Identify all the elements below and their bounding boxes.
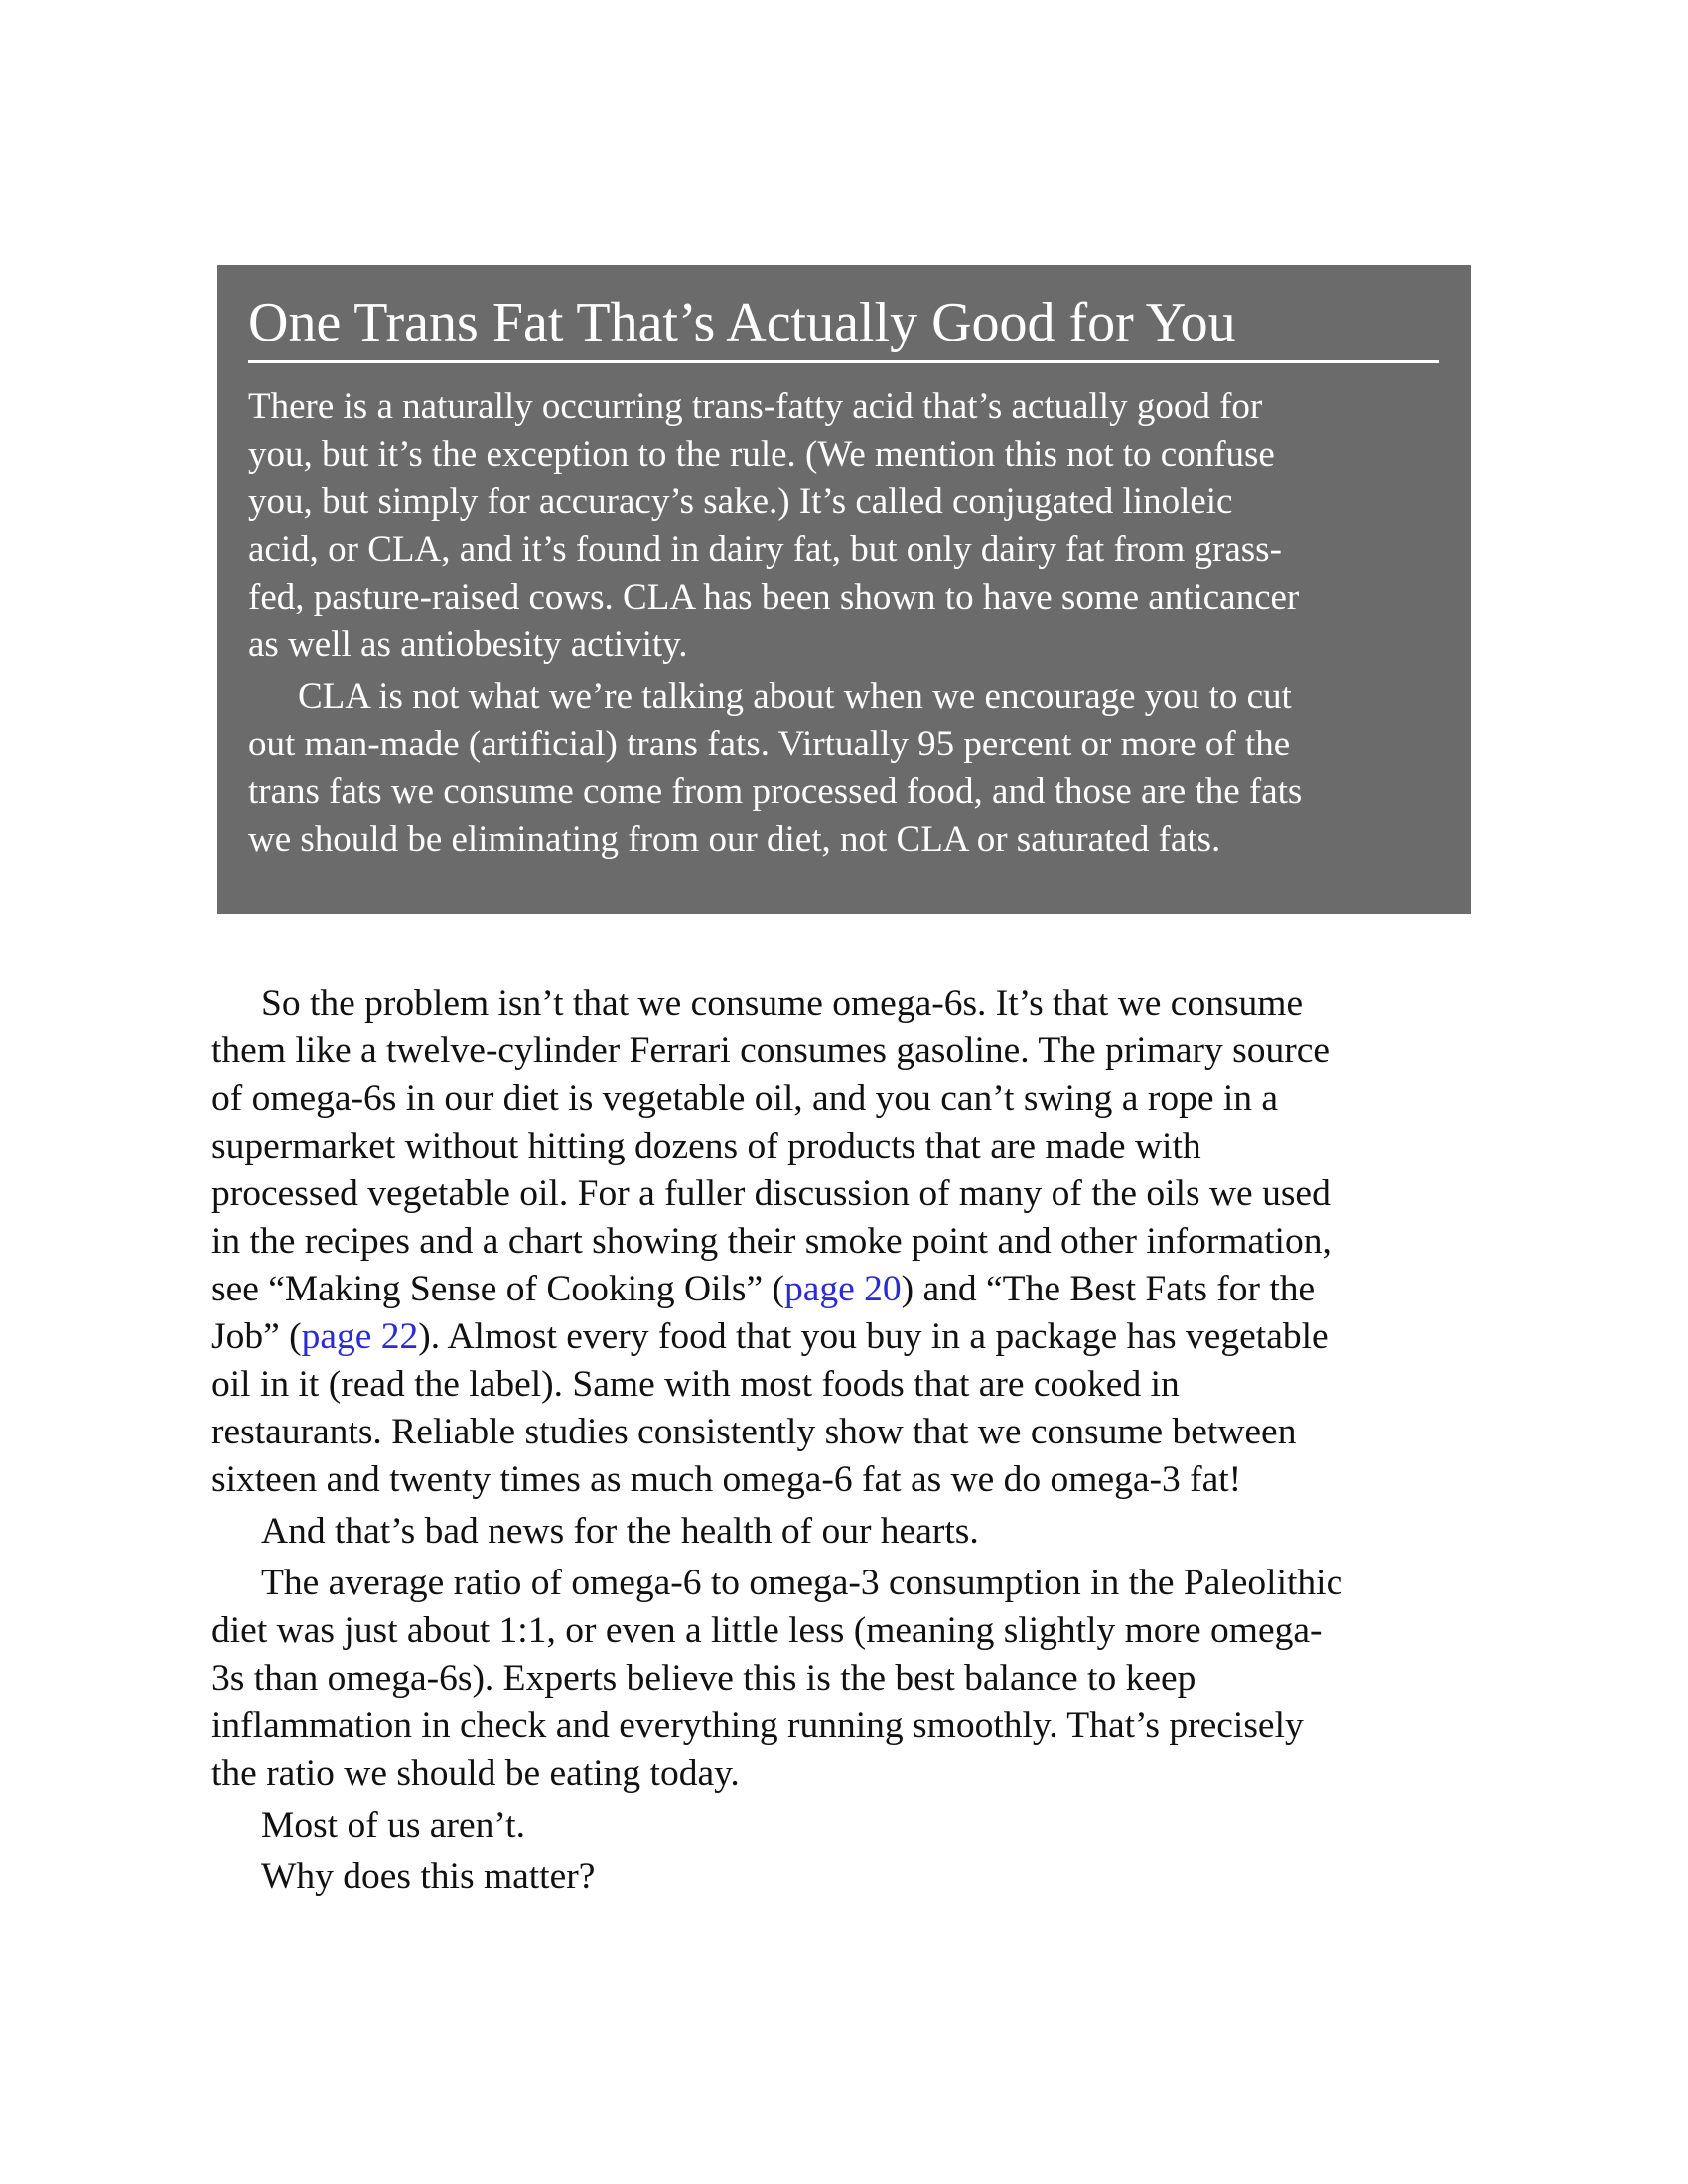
sidebar-line: fed, pasture-raised cows. CLA has been shown to have some anticancer (248, 577, 1300, 617)
sidebar-line: as well as antiobesity activity. (248, 624, 688, 665)
sidebar-paragraph-2 (248, 673, 1439, 864)
sidebar-line: we should be eliminating from our diet, not CLA or saturated fats. (248, 819, 1221, 860)
body-line-text: The average ratio of omega-6 to omega-3 consumption in the Paleolithic (261, 1563, 1343, 1603)
body-line-text: So the problem isn’t that we consume omega-6s. It’s that we consume (261, 983, 1304, 1024)
body-line (211, 1853, 1492, 1901)
paragraph-5 (211, 1853, 1492, 1901)
body-line-text: And that’s bad news for the health of our hearts. (261, 1511, 979, 1552)
body-line: inflammation in check and everything running smoothly. That’s precisely (211, 1706, 1304, 1746)
body-line: oil in it (read the label). Same with most foods that are cooked in (211, 1364, 1180, 1405)
body-line: the ratio we should be eating today. (211, 1753, 740, 1794)
paragraph-4 (211, 1802, 1492, 1849)
sidebar-line-text: CLA is not what we’re talking about when we encourage you to cut (298, 676, 1292, 717)
body-line-text: Why does this matter? (261, 1856, 596, 1897)
body-line-text: ) and “The Best Fats for the (901, 1269, 1316, 1309)
sidebar-line: you, but simply for accuracy’s sake.) It’s called conjugated linoleic (248, 481, 1233, 522)
body-line (211, 1802, 1492, 1849)
paragraph-2 (211, 1508, 1492, 1556)
body-line-text: Most of us aren’t. (261, 1805, 525, 1845)
page-22-link[interactable]: page 22 (301, 1316, 419, 1357)
body-line: supermarket without hitting dozens of products that are made with (211, 1126, 1201, 1166)
sidebar-line: you, but it’s the exception to the rule. (We mention this not to confuse (248, 434, 1275, 475)
body-line-text: see “Making Sense of Cooking Oils” ( (211, 1269, 784, 1309)
paragraph-3 (211, 1560, 1492, 1798)
sidebar-paragraph-1 (248, 383, 1439, 669)
body-text (211, 980, 1492, 1901)
sidebar-box (217, 265, 1471, 914)
body-line (211, 1560, 1492, 1607)
sidebar-line: acid, or CLA, and it’s found in dairy fat, but only dairy fat from grass- (248, 529, 1282, 570)
body-line: diet was just about 1:1, or even a little less (meaning slightly more omega- (211, 1610, 1323, 1651)
body-line (211, 980, 1492, 1027)
body-line: 3s than omega-6s). Experts believe this is the best balance to keep (211, 1658, 1196, 1699)
sidebar-line (248, 673, 1439, 721)
body-line: of omega-6s in our diet is vegetable oil, and you can’t swing a rope in a (211, 1078, 1279, 1119)
body-line: them like a twelve-cylinder Ferrari consumes gasoline. The primary source (211, 1030, 1331, 1071)
body-line: sixteen and twenty times as much omega-6 fat as we do omega-3 fat! (211, 1459, 1242, 1500)
paragraph-1 (211, 980, 1492, 1504)
body-line: in the recipes and a chart showing their smoke point and other information, (211, 1221, 1332, 1262)
body-line (211, 1313, 1492, 1361)
body-line: processed vegetable oil. For a fuller discussion of many of the oils we used (211, 1173, 1331, 1214)
sidebar-line: There is a naturally occurring trans-fatty acid that’s actually good for (248, 386, 1263, 427)
body-line (211, 1266, 1492, 1313)
body-line: restaurants. Reliable studies consistently show that we consume between (211, 1412, 1297, 1452)
sidebar-title: One Trans Fat That’s Actually Good for You (248, 293, 1439, 363)
sidebar-line: out man-made (artificial) trans fats. Virtually 95 percent or more of the (248, 724, 1291, 764)
body-line (211, 1508, 1492, 1556)
page-20-link[interactable]: page 20 (783, 1269, 902, 1309)
sidebar-line: trans fats we consume come from processed food, and those are the fats (248, 771, 1303, 812)
body-line-text: ). Almost every food that you buy in a package has vegetable (418, 1316, 1329, 1357)
body-line-text: Job” ( (211, 1316, 302, 1357)
